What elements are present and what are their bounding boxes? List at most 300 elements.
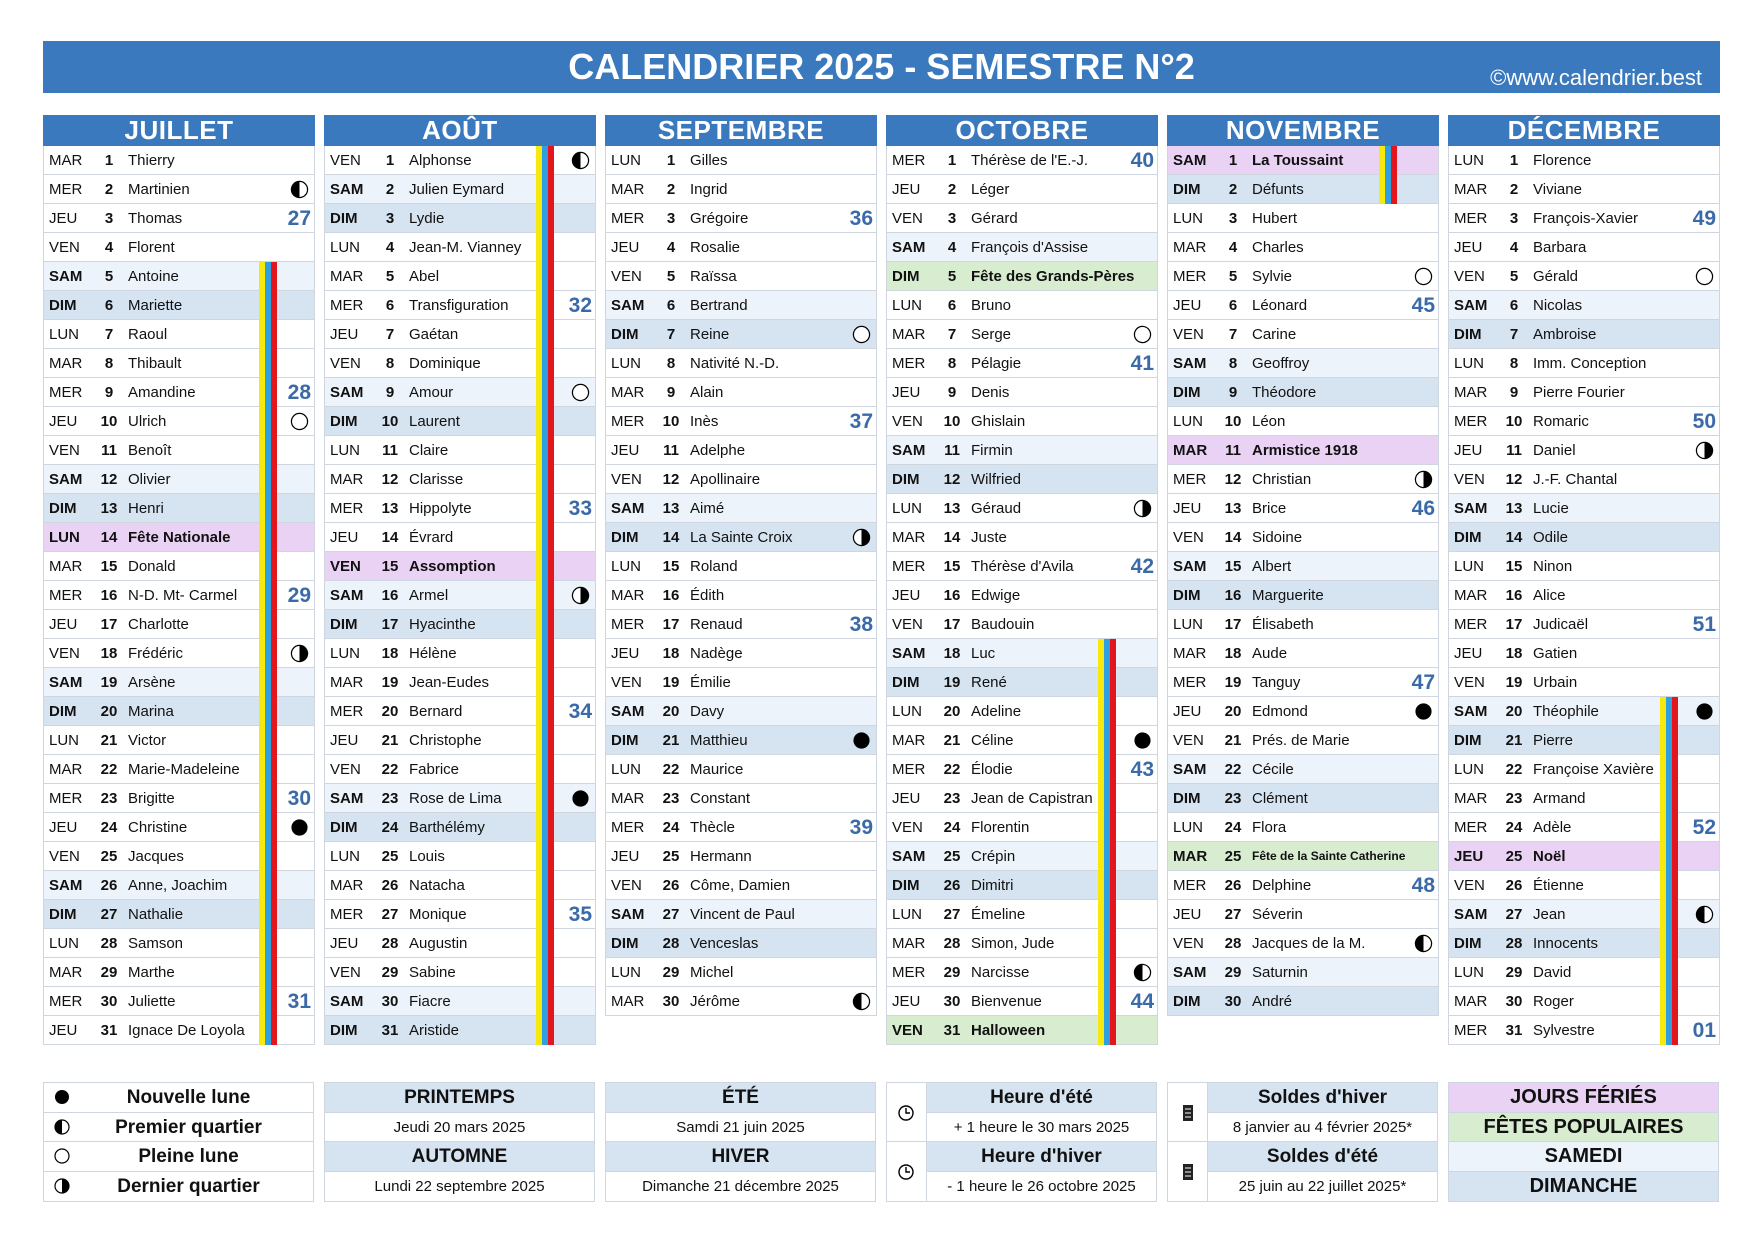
weekday: MER — [49, 181, 83, 198]
weekday: SAM — [611, 500, 645, 517]
day-type-legend — [1448, 1082, 1719, 1202]
saint-name: Clarisse — [409, 471, 464, 488]
saint-name: Tanguy — [1252, 674, 1301, 691]
day-number: 29 — [662, 964, 680, 981]
day-row — [886, 523, 1158, 552]
day-number: 17 — [100, 616, 118, 633]
saint-name: Barthélémy — [409, 819, 485, 836]
day-row — [1167, 813, 1439, 842]
day-row — [1167, 494, 1439, 523]
day-number: 4 — [666, 239, 676, 256]
winter-time-title: Heure d'hiver — [927, 1142, 1156, 1172]
weekday: JEU — [49, 210, 78, 227]
weekday: SAM — [1454, 703, 1488, 720]
receipt-icon-cell-summer — [1168, 1142, 1208, 1201]
day-row — [1167, 668, 1439, 697]
weekday: JEU — [49, 616, 78, 633]
weekday: DIM — [330, 819, 358, 836]
week-number: 43 — [1130, 758, 1154, 781]
weekday: MER — [611, 616, 645, 633]
weekday: DIM — [1173, 181, 1201, 198]
day-row — [1448, 668, 1720, 697]
winter-sales-date: 8 janvier au 4 février 2025* — [1208, 1113, 1437, 1143]
day-number: 30 — [1224, 993, 1242, 1010]
day-row — [605, 378, 877, 407]
saint-name: Christian — [1252, 471, 1312, 488]
saint-name: Thibault — [128, 355, 182, 372]
day-number: 20 — [662, 703, 680, 720]
day-number: 19 — [943, 674, 961, 691]
weekday: MAR — [49, 558, 83, 575]
day-number: 5 — [385, 268, 395, 285]
legend-popular-festivals: FÊTES POPULAIRES — [1449, 1113, 1718, 1143]
day-number: 7 — [1228, 326, 1238, 343]
clock-icon — [897, 1104, 915, 1122]
day-number: 4 — [1228, 239, 1238, 256]
saint-name: Alphonse — [409, 152, 472, 169]
day-number: 11 — [663, 442, 679, 459]
weekday: LUN — [892, 297, 923, 314]
week-number: 30 — [287, 787, 311, 810]
day-row — [1448, 552, 1720, 581]
day-number: 9 — [1228, 384, 1238, 401]
day-number: 12 — [100, 471, 118, 488]
day-number: 14 — [381, 529, 399, 546]
weekday: MAR — [1454, 790, 1488, 807]
day-number: 10 — [100, 413, 118, 430]
day-row — [605, 610, 877, 639]
saint-name: Christophe — [409, 732, 482, 749]
saint-name: Fête des Grands-Pères — [971, 268, 1135, 285]
day-row — [1448, 378, 1720, 407]
day-number: 23 — [662, 790, 680, 807]
weekday: SAM — [49, 471, 83, 488]
last-quarter-icon — [852, 528, 871, 547]
month-title: AOÛT — [324, 115, 596, 146]
weekday: MER — [892, 355, 926, 372]
weekday: SAM — [330, 384, 364, 401]
full-moon-icon — [1133, 325, 1152, 344]
sales-legend — [1167, 1082, 1438, 1202]
day-number: 25 — [1224, 848, 1242, 865]
weekday: LUN — [892, 500, 923, 517]
day-row — [1448, 436, 1720, 465]
full-moon-icon — [1695, 267, 1714, 286]
day-number: 12 — [662, 471, 680, 488]
day-row — [1167, 349, 1439, 378]
day-number: 3 — [104, 210, 114, 227]
weekday: JEU — [892, 181, 921, 198]
saint-name: Défunts — [1252, 181, 1304, 198]
saint-name: Lydie — [409, 210, 445, 227]
day-row — [605, 987, 877, 1016]
day-row — [605, 639, 877, 668]
full-moon-icon — [1414, 267, 1433, 286]
saint-name: André — [1252, 993, 1293, 1010]
saint-name: Géraud — [971, 500, 1022, 517]
saint-name: Jean-M. Vianney — [409, 239, 522, 256]
saint-name: Samson — [128, 935, 184, 952]
day-row — [886, 320, 1158, 349]
saint-name: Marie-Madeleine — [128, 761, 240, 778]
weekday: DIM — [1454, 529, 1482, 546]
saint-name: Jean-Eudes — [409, 674, 490, 691]
new-moon-icon — [852, 731, 871, 750]
day-number: 17 — [943, 616, 961, 633]
saint-name: Sylvestre — [1533, 1022, 1595, 1039]
new-moon-icon — [1414, 702, 1433, 721]
weekday: VEN — [892, 1022, 923, 1039]
day-row — [1167, 958, 1439, 987]
weekday: VEN — [892, 819, 923, 836]
day-number: 19 — [1505, 674, 1523, 691]
day-number: 18 — [1505, 645, 1523, 662]
day-row — [1448, 146, 1720, 175]
day-row — [43, 233, 315, 262]
legend-saturday: SAMEDI — [1449, 1142, 1718, 1172]
saint-name: Marguerite — [1252, 587, 1324, 604]
weekday: MAR — [330, 877, 364, 894]
day-row — [605, 436, 877, 465]
day-row — [886, 581, 1158, 610]
weekday: MAR — [1454, 993, 1488, 1010]
saint-name: Florent — [128, 239, 175, 256]
saint-name: Olivier — [128, 471, 171, 488]
day-number: 9 — [104, 384, 114, 401]
weekday: DIM — [1173, 587, 1201, 604]
day-row — [605, 755, 877, 784]
month-column — [886, 115, 1158, 1045]
saint-name: Natacha — [409, 877, 465, 894]
saint-name: Émilie — [690, 674, 731, 691]
saint-name: Constant — [690, 790, 751, 807]
day-number: 22 — [1224, 761, 1242, 778]
day-number: 14 — [1505, 529, 1523, 546]
weekday: JEU — [611, 239, 640, 256]
day-number: 24 — [943, 819, 961, 836]
saint-name: Geoffroy — [1252, 355, 1310, 372]
saint-name: Armand — [1533, 790, 1586, 807]
summer-time-date: + 1 heure le 30 mars 2025 — [927, 1113, 1156, 1143]
weekday: VEN — [1454, 268, 1485, 285]
month-title: DÉCEMBRE — [1448, 115, 1720, 146]
day-row — [1167, 407, 1439, 436]
saint-name: Élisabeth — [1252, 616, 1314, 633]
weekday: JEU — [1173, 297, 1202, 314]
day-number: 13 — [100, 500, 118, 517]
day-number: 2 — [385, 181, 395, 198]
first-quarter-icon — [1414, 934, 1433, 953]
last-quarter-icon — [290, 644, 309, 663]
day-row — [605, 320, 877, 349]
day-row — [605, 581, 877, 610]
weekday: MER — [892, 558, 926, 575]
day-number: 27 — [662, 906, 680, 923]
saint-name: Céline — [971, 732, 1014, 749]
day-row — [605, 958, 877, 987]
day-number: 6 — [666, 297, 676, 314]
day-row — [605, 552, 877, 581]
saint-name: Fiacre — [409, 993, 451, 1010]
saint-name: Gérard — [971, 210, 1018, 227]
weekday: MAR — [330, 268, 364, 285]
saint-name: Dominique — [409, 355, 481, 372]
weekday: MAR — [1173, 442, 1208, 459]
weekday: LUN — [1173, 819, 1204, 836]
weekday: JEU — [330, 935, 359, 952]
saint-name: Léon — [1252, 413, 1286, 430]
day-number: 12 — [381, 471, 399, 488]
day-row — [1448, 175, 1720, 204]
saint-name: Venceslas — [690, 935, 759, 952]
weekday: VEN — [892, 413, 923, 430]
day-row — [605, 929, 877, 958]
saint-name: Gilles — [690, 152, 728, 169]
day-number: 30 — [943, 993, 961, 1010]
weekday: LUN — [49, 935, 80, 952]
week-number: 32 — [568, 294, 592, 317]
weekday: JEU — [330, 529, 359, 546]
weekday: SAM — [330, 181, 364, 198]
day-row — [1167, 842, 1439, 871]
clock-icon-cell-winter — [887, 1142, 927, 1201]
weekday: MAR — [611, 587, 645, 604]
weekday: LUN — [892, 906, 923, 923]
week-number: 36 — [849, 207, 873, 230]
day-number: 9 — [385, 384, 395, 401]
day-number: 13 — [943, 500, 961, 517]
day-row — [1448, 581, 1720, 610]
day-number: 28 — [1224, 935, 1242, 952]
day-number: 20 — [943, 703, 961, 720]
day-row — [43, 146, 315, 175]
weekday: DIM — [1173, 993, 1201, 1010]
saint-name: Saturnin — [1252, 964, 1308, 981]
weekday: DIM — [892, 268, 920, 285]
weekday: JEU — [1454, 645, 1483, 662]
saint-name: Claire — [409, 442, 449, 459]
saint-name: Augustin — [409, 935, 468, 952]
day-number: 13 — [1505, 500, 1523, 517]
day-row — [1448, 320, 1720, 349]
day-number: 26 — [100, 877, 118, 894]
day-row — [605, 146, 877, 175]
weekday: MER — [1454, 1022, 1488, 1039]
saint-name: Pierre Fourier — [1533, 384, 1625, 401]
day-number: 17 — [1505, 616, 1523, 633]
weekday: VEN — [1173, 529, 1204, 546]
saint-name: Hyacinthe — [409, 616, 476, 633]
weekday: JEU — [1454, 442, 1483, 459]
saint-name: Pélagie — [971, 355, 1022, 372]
weekday: MAR — [611, 790, 645, 807]
day-number: 1 — [385, 152, 395, 169]
saint-name: Julien Eymard — [409, 181, 505, 198]
weekday: LUN — [330, 239, 361, 256]
day-number: 8 — [1228, 355, 1238, 372]
summer-date: Samdi 21 juin 2025 — [606, 1113, 875, 1143]
saint-name: Alice — [1533, 587, 1566, 604]
day-number: 29 — [1505, 964, 1523, 981]
weekday: VEN — [611, 877, 642, 894]
day-number: 30 — [662, 993, 680, 1010]
day-row — [1167, 523, 1439, 552]
saint-name: Apollinaire — [690, 471, 761, 488]
day-number: 21 — [381, 732, 399, 749]
weekday: VEN — [1454, 471, 1485, 488]
saint-name: Antoine — [128, 268, 179, 285]
legend-new-moon: Nouvelle lune — [44, 1083, 313, 1113]
site-credit: ©www.calendrier.best — [1490, 65, 1702, 90]
moon-legend — [43, 1082, 314, 1202]
day-number: 3 — [666, 210, 676, 227]
saint-name: Abel — [409, 268, 440, 285]
weekday: LUN — [1454, 558, 1485, 575]
saint-name: Côme, Damien — [690, 877, 791, 894]
day-number: 13 — [381, 500, 399, 517]
day-number: 27 — [381, 906, 399, 923]
weekday: LUN — [1173, 616, 1204, 633]
saint-name: Delphine — [1252, 877, 1312, 894]
week-number: 48 — [1411, 874, 1435, 897]
saint-name: Ambroise — [1533, 326, 1597, 343]
day-number: 13 — [1224, 500, 1242, 517]
day-row — [1167, 320, 1439, 349]
saint-name: Baudouin — [971, 616, 1035, 633]
saint-name: Grégoire — [690, 210, 749, 227]
saint-name: Luc — [971, 645, 996, 662]
weekday: LUN — [330, 442, 361, 459]
saint-name: Hubert — [1252, 210, 1298, 227]
weekday: LUN — [611, 558, 642, 575]
day-row — [886, 291, 1158, 320]
week-number: 39 — [849, 816, 873, 839]
saint-name: Lucie — [1533, 500, 1569, 517]
week-number: 42 — [1130, 555, 1154, 578]
saint-name: Benoît — [128, 442, 172, 459]
weekday: SAM — [611, 906, 645, 923]
school-holiday-bar — [536, 146, 558, 1045]
day-row — [886, 494, 1158, 523]
weekday: JEU — [330, 326, 359, 343]
saint-name: Thérèse de l'E.-J. — [971, 152, 1089, 169]
day-number: 15 — [381, 558, 399, 575]
weekday: JEU — [611, 442, 640, 459]
weekday: SAM — [330, 993, 364, 1010]
weekday: MAR — [1173, 239, 1207, 256]
day-number: 7 — [947, 326, 957, 343]
receipt-icon-cell-winter — [1168, 1083, 1208, 1142]
last-quarter-icon — [1695, 441, 1714, 460]
saint-name: Laurent — [409, 413, 460, 430]
weekday: LUN — [611, 355, 642, 372]
day-row — [605, 291, 877, 320]
saint-name: Serge — [971, 326, 1012, 343]
day-row — [886, 204, 1158, 233]
weekday: MER — [330, 906, 364, 923]
saint-name: Nathalie — [128, 906, 184, 923]
summer-sales-date: 25 juin au 22 juillet 2025* — [1238, 1177, 1407, 1195]
day-number: 15 — [100, 558, 118, 575]
saint-name: Gérald — [1533, 268, 1579, 285]
weekday: MER — [892, 152, 926, 169]
day-row — [886, 552, 1158, 581]
weekday: MER — [1454, 413, 1488, 430]
saint-name: Firmin — [971, 442, 1013, 459]
saint-name: Jean — [1533, 906, 1566, 923]
saint-name: Crépin — [971, 848, 1016, 865]
weekday: LUN — [611, 761, 642, 778]
day-number: 23 — [1224, 790, 1242, 807]
saint-name: Jacques — [128, 848, 184, 865]
saint-name: Ignace De Loyola — [128, 1022, 245, 1039]
day-row — [1167, 929, 1439, 958]
weekday: VEN — [1173, 326, 1204, 343]
weekday: DIM — [611, 529, 639, 546]
weekday: LUN — [892, 703, 923, 720]
day-row — [886, 465, 1158, 494]
day-number: 1 — [1509, 152, 1519, 169]
weekday: LUN — [1454, 355, 1485, 372]
weekday: SAM — [1454, 500, 1488, 517]
day-number: 29 — [943, 964, 961, 981]
saint-name: Brigitte — [128, 790, 175, 807]
day-row — [1167, 900, 1439, 929]
saint-name: Carine — [1252, 326, 1297, 343]
spring-date: Jeudi 20 mars 2025 — [325, 1113, 594, 1143]
day-number: 6 — [385, 297, 395, 314]
day-number: 11 — [1506, 442, 1522, 459]
day-number: 12 — [1224, 471, 1242, 488]
saint-name: Sabine — [409, 964, 456, 981]
day-number: 13 — [662, 500, 680, 517]
week-number: 38 — [849, 613, 873, 636]
saint-name: Daniel — [1533, 442, 1576, 459]
day-number: 6 — [947, 297, 957, 314]
day-row — [1448, 204, 1720, 233]
weekday: MER — [49, 790, 83, 807]
day-number: 28 — [381, 935, 399, 952]
first-quarter-icon — [852, 992, 871, 1011]
weekday: SAM — [330, 790, 364, 807]
day-number: 1 — [666, 152, 676, 169]
weekday: VEN — [49, 848, 80, 865]
weekday: LUN — [49, 732, 80, 749]
weekday: DIM — [49, 906, 77, 923]
weekday: DIM — [330, 1022, 358, 1039]
legend-last-quarter: Dernier quartier — [44, 1172, 313, 1202]
full-moon-icon — [571, 383, 590, 402]
week-number: 50 — [1692, 410, 1716, 433]
school-holiday-bar — [1660, 697, 1682, 1045]
saint-name: Denis — [971, 384, 1010, 401]
saint-name: Florentin — [971, 819, 1030, 836]
first-quarter-icon — [1695, 905, 1714, 924]
day-number: 11 — [101, 442, 117, 459]
week-number: 31 — [287, 990, 311, 1013]
weekday: DIM — [330, 210, 358, 227]
weekday: SAM — [892, 645, 926, 662]
weekday: MAR — [611, 384, 645, 401]
day-number: 17 — [381, 616, 399, 633]
weekday: MER — [330, 500, 364, 517]
weekday: MAR — [1173, 848, 1208, 865]
weekday: MAR — [892, 529, 926, 546]
day-number: 15 — [1505, 558, 1523, 575]
saint-name: Raïssa — [690, 268, 737, 285]
day-row — [605, 465, 877, 494]
saint-name: N-D. Mt- Carmel — [128, 587, 238, 604]
